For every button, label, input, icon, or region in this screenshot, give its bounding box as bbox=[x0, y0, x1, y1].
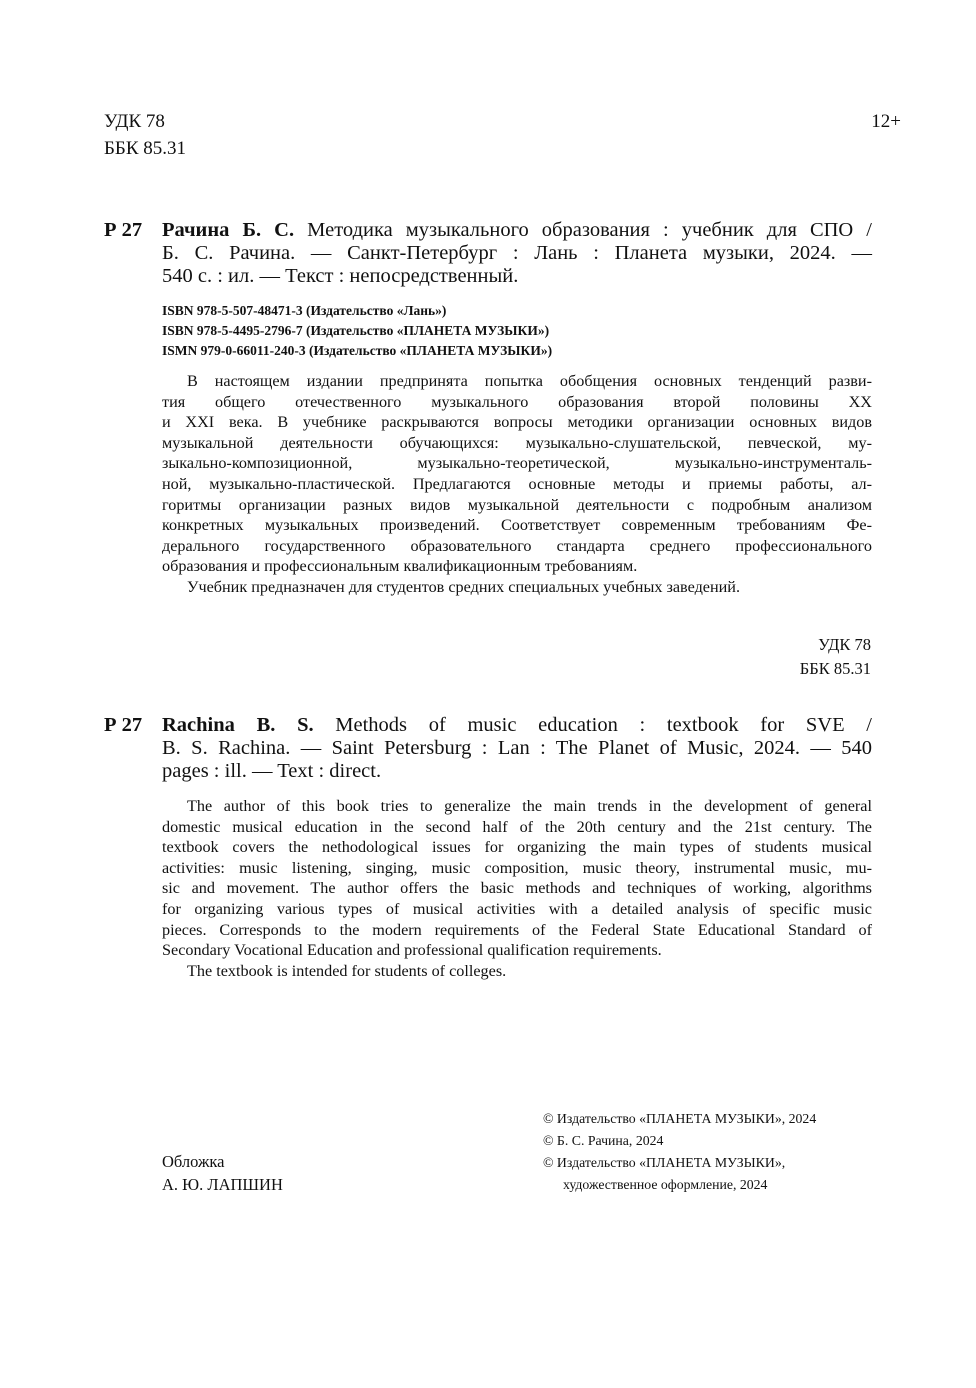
ru-abstract-line: и XXI века. В учебнике раскрываются вопросы методики организации основных видов bbox=[162, 413, 872, 432]
ru-entry-code: Р 27 bbox=[104, 219, 143, 241]
ru-abstract-line: тия общего отечественного музыкального образования второй половины XX bbox=[162, 392, 872, 411]
bbk-code-right: ББК 85.31 bbox=[799, 659, 871, 678]
en-abstract-line: sic and movement. The author offers the basic methods and techniques of working, algorithms bbox=[162, 879, 872, 898]
en-abstract-line: Secondary Vocational Education and professional qualification requirements. bbox=[162, 941, 662, 960]
age-rating: 12+ bbox=[871, 111, 901, 132]
en-abstract bbox=[162, 796, 872, 981]
en-entry-title: Methods of music education : textbook for SVE / bbox=[335, 714, 872, 736]
ru-entry-author: Рачина Б. С. bbox=[162, 219, 295, 241]
ru-abstract-line: ной, музыкально-пластической. Предлагаются основные методы и приемы работы, ал- bbox=[162, 474, 872, 493]
en-abstract-line: for organizing various types of musical activities with a detailed analysis of specific music bbox=[162, 899, 872, 918]
cover-label: Обложка bbox=[162, 1152, 225, 1171]
bbk-code: ББК 85.31 bbox=[104, 138, 186, 159]
isbn-lan: ISBN 978-5-507-48471-3 (Издательство «Лань») bbox=[162, 303, 447, 318]
ru-abstract-line: зыкально-композиционной, музыкально-теоретической, музыкально-инструменталь- bbox=[162, 454, 872, 473]
cover-credit bbox=[162, 1150, 283, 1196]
ru-abstract-purpose: Учебник предназначен для студентов средних специальных учебных заведений. bbox=[187, 577, 741, 596]
udk-bbk-header bbox=[104, 108, 186, 162]
en-abstract-line: pieces. Corresponds to the modern requirements of the Federal State Educational Standard of bbox=[162, 920, 872, 939]
en-abstract-line: The author of this book tries to generalize the main trends in the development of general bbox=[187, 797, 872, 815]
en-bibliographic-entry bbox=[104, 714, 872, 783]
udk-code: УДК 78 bbox=[104, 111, 165, 132]
cover-artist: А. Ю. ЛАПШИН bbox=[162, 1175, 283, 1194]
en-abstract-purpose: The textbook is intended for students of colleges. bbox=[187, 961, 507, 980]
copyright-line: © Издательство «ПЛАНЕТА МУЗЫКИ», 2024 bbox=[543, 1111, 817, 1126]
ismn-planeta: ISMN 979-0-66011-240-3 (Издательство «ПЛАНЕТА МУЗЫКИ») bbox=[162, 343, 553, 358]
en-abstract-line: textbook covers the nethodological issues for organizing the main types of students musical bbox=[162, 838, 872, 857]
en-entry-line2: B. S. Rachina. — Saint Petersburg : Lan : The Planet of Music, 2024. — 540 bbox=[162, 737, 872, 759]
en-abstract-line: activities: music listening, singing, music composition, music theory, instrumental music, mu- bbox=[162, 858, 872, 877]
ru-abstract-line: В настоящем издании предпринята попытка обобщения основных тенденций разви- bbox=[187, 372, 872, 390]
ru-abstract-line: музыкальной деятельности обучающихся: музыкально-слушательской, певческой, му- bbox=[162, 433, 872, 452]
ru-abstract-line: дерального государственного образовательного стандарта среднего профессионального bbox=[162, 536, 872, 555]
ru-abstract-line: конкретных музыкальных произведений. Соответствует современным требованиям Фе- bbox=[162, 516, 872, 535]
copyright-block bbox=[543, 1108, 816, 1196]
ru-entry-line2: Б. С. Рачина. — Санкт-Петербург : Лань : Планета музыки, 2024. — bbox=[162, 242, 872, 264]
en-entry-author: Rachina B. S. bbox=[162, 714, 314, 736]
ru-abstract-line: горитмы организации разных видов музыкальной деятельности с подробным анализом bbox=[162, 495, 872, 514]
en-entry-code: Р 27 bbox=[104, 714, 143, 736]
ru-abstract bbox=[162, 371, 872, 598]
udk-bbk-right bbox=[800, 633, 871, 681]
ru-entry-line3: 540 с. : ил. — Текст : непосредственный. bbox=[162, 265, 519, 287]
ru-bibliographic-entry bbox=[104, 219, 872, 288]
en-entry-line3: pages : ill. — Text : direct. bbox=[162, 760, 382, 782]
udk-code-right: УДК 78 bbox=[818, 635, 871, 654]
isbn-planeta: ISBN 978-5-4495-2796-7 (Издательство «ПЛАНЕТА МУЗЫКИ») bbox=[162, 323, 550, 338]
en-abstract-line: domestic musical education in the second half of the 20th century and the 21st century. The bbox=[162, 817, 872, 836]
isbn-block bbox=[162, 301, 552, 361]
ru-abstract-line: образования и профессиональным квалификационным требованиям. bbox=[162, 557, 638, 576]
copyright-line: © Издательство «ПЛАНЕТА МУЗЫКИ», bbox=[543, 1155, 786, 1170]
copyright-line: художественное оформление, 2024 bbox=[563, 1177, 768, 1192]
ru-entry-title: Методика музыкального образования : учебник для СПО / bbox=[307, 219, 872, 241]
copyright-line: © Б. С. Рачина, 2024 bbox=[543, 1133, 664, 1148]
